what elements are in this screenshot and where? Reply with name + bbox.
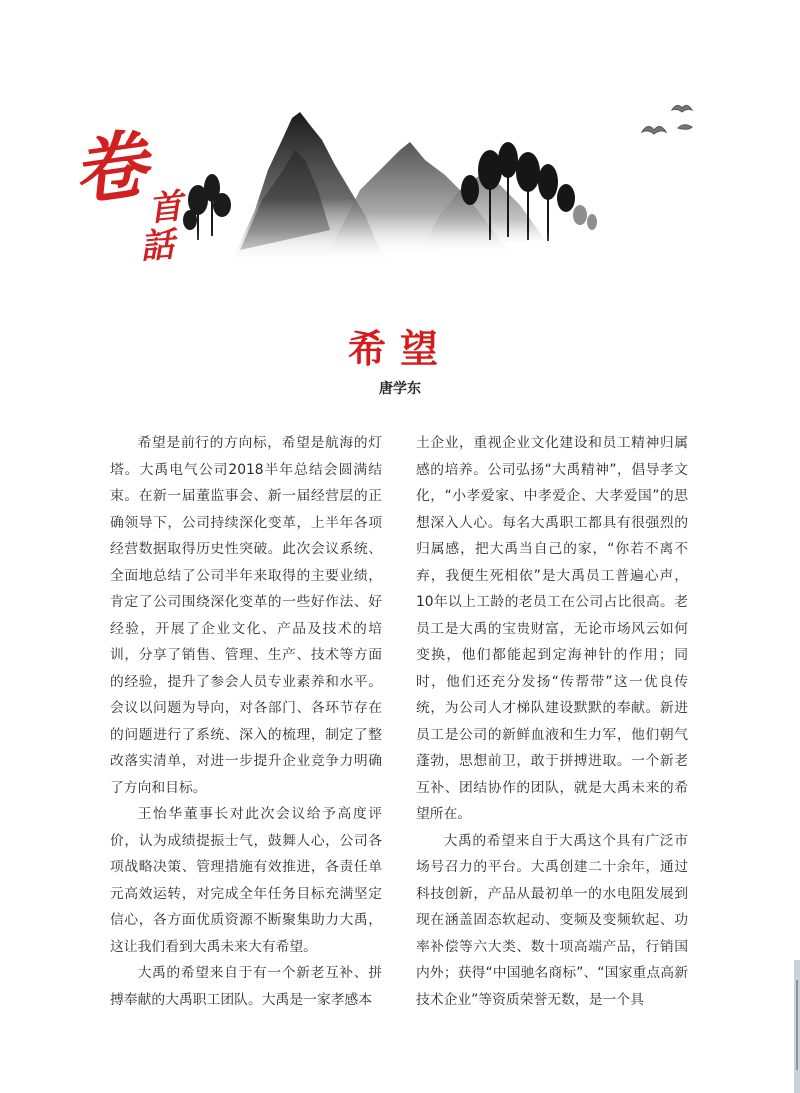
paragraph: 大禹的希望来自于大禹这个具有广泛市场号召力的平台。大禹创建二十余年，通过科技创新，产品从最初单一的水电阻发展到现在涵盖固态软起动、变频及变频软起、功率补偿等六大类、数十项高端产品，行销国内外；获得“中国驰名商标”、“国家重点高新技术企业”等资质荣誉无数，是一个具 <box>416 832 688 1008</box>
article-column-left <box>110 430 382 1013</box>
page-edge-decoration <box>794 960 800 1093</box>
column-logo-character-hua: 話 <box>138 224 176 268</box>
article-column-right <box>416 430 688 1013</box>
paragraph: 王怡华董事长对此次会议给予高度评价，认为成绩提振士气，鼓舞人心，公司各项战略决策、管理措施有效推进，各责任单元高效运转，对完成全年任务目标充满坚定信心，各方面优质资源不断聚集助力大禹，这让我们看到大禹未来大有希望。 <box>110 806 382 955</box>
paragraph: 大禹的希望来自于有一个新老互补、拼搏奉献的大禹职工团队。大禹是一家孝感本 <box>110 965 382 1008</box>
article-title: 希望 <box>347 327 452 371</box>
column-logo-character-shou: 首 <box>146 186 185 230</box>
article-author: 唐学东 <box>379 381 421 397</box>
column-logo-character-juan: 卷 <box>67 121 153 217</box>
paragraph: 希望是前行的方向标，希望是航海的灯塔。大禹电气公司2018半年总结会圆满结束。在新一届董监事会、新一届经营层的正确领导下，公司持续深化变革，上半年各项经营数据取得历史性突破。此次会议系统、全面地总结了公司半年来取得的主要业绩，肯定了公司围绕深化变革的一些好作法、好经验，开展了企业文化、产品及技术的培训，分享了销售、管理、生产、技术等方面的经验，提升了参会人员专业素养和水平。会议以问题为导向，对各部门、各环节存在的问题进行了系统、深入的梳理，制定了整改落实清单，对进一步提升企业竞争力明确了方向和目标。 <box>110 435 382 796</box>
paragraph-continuation: 土企业，重视企业文化建设和员工精神归属感的培养。公司弘扬“大禹精神”，倡导孝文化，“小孝爱家、中孝爱企、大孝爱国”的思想深入人心。每名大禹职工都具有很强烈的归属感，把大禹当自己的家，“你若不离不弃，我便生死相依”是大禹员工普遍心声，10年以上工龄的老员工在公司占比很高。老员工是大禹的宝贵财富，无论市场风云如何变换，他们都能起到定海神针的作用；同时，他们还充分发扬“传帮带”这一优良传统，为公司人才梯队建设默默的奉献。新进员工是公司的新鲜血液和生力军，他们朝气蓬勃，思想前卫，敢于拼搏进取。一个新老互补、团结协作的团队，就是大禹未来的希望所在。 <box>416 435 688 822</box>
